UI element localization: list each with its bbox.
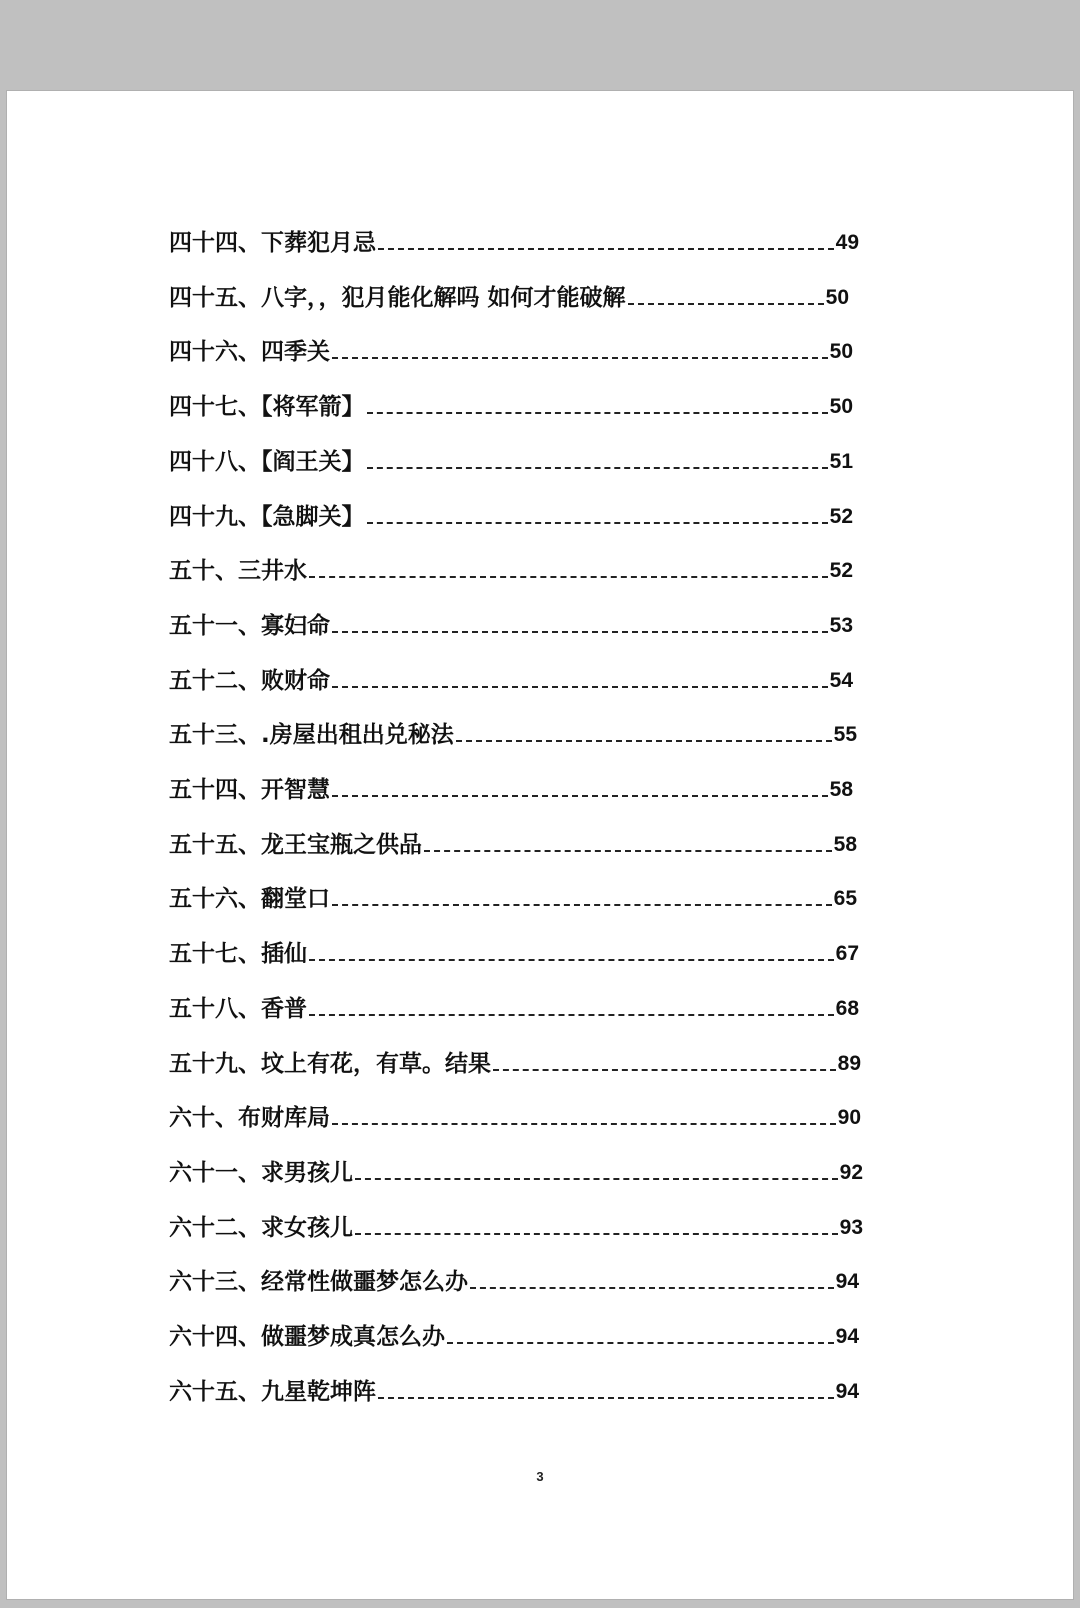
toc-entry-page: 55 xyxy=(833,723,857,747)
toc-entry-title: 五十二、败财命 xyxy=(169,667,330,694)
toc-entry-title: 四十五、八字，，犯月能化解吗 如何才能破解 xyxy=(169,284,626,311)
toc-entry xyxy=(169,1264,859,1300)
toc-entry-title: 五十三、.房屋出租出兑秘法 xyxy=(169,722,454,749)
toc-dot-leader xyxy=(332,1123,836,1125)
toc-entry xyxy=(169,499,853,535)
toc-dot-leader xyxy=(309,1014,834,1016)
toc-entry xyxy=(169,663,853,699)
toc-dot-leader xyxy=(355,1178,838,1180)
toc-entry-title: 五十八、香普 xyxy=(169,995,307,1022)
toc-entry-page: 67 xyxy=(835,942,859,966)
toc-entry-title: 五十六、翻堂口 xyxy=(169,886,330,913)
toc-entry xyxy=(169,1155,863,1191)
toc-entry-page: 92 xyxy=(839,1160,863,1184)
toc-entry xyxy=(169,553,853,589)
toc-entry xyxy=(169,827,857,863)
toc-dot-leader xyxy=(378,1397,834,1399)
toc-entry xyxy=(169,608,853,644)
toc-dot-leader xyxy=(332,631,828,633)
toc-entry-title: 六十五、九星乾坤阵 xyxy=(169,1378,376,1405)
toc-entry-page: 89 xyxy=(837,1051,861,1075)
toc-dot-leader xyxy=(332,686,828,688)
toc-entry-title: 四十九、【急脚关】 xyxy=(169,503,365,530)
toc-dot-leader xyxy=(367,522,828,524)
toc-dot-leader xyxy=(309,959,834,961)
toc-entry-page: 50 xyxy=(825,285,849,309)
toc-entry-title: 五十五、龙王宝瓶之供品 xyxy=(169,831,422,858)
toc-entry-page: 51 xyxy=(829,449,853,473)
toc-entry-title: 五十七、插仙 xyxy=(169,941,307,968)
toc-entry-title: 六十三、经常性做噩梦怎么办 xyxy=(169,1269,468,1296)
toc-entry xyxy=(169,717,857,753)
toc-entry xyxy=(169,280,849,316)
toc-entry-page: 90 xyxy=(837,1106,861,1130)
toc-entry-page: 52 xyxy=(829,559,853,583)
toc-entry-page: 93 xyxy=(839,1215,863,1239)
toc-entry xyxy=(169,444,853,480)
toc-entry-title: 四十四、下葬犯月忌 xyxy=(169,230,376,256)
toc-entry-title: 五十四、开智慧 xyxy=(169,777,330,803)
toc-dot-leader xyxy=(424,850,832,852)
toc-entry xyxy=(169,991,859,1027)
toc-dot-leader xyxy=(332,904,832,906)
toc-entry xyxy=(169,389,853,425)
toc-entry-page: 53 xyxy=(829,613,853,637)
toc-entry xyxy=(169,334,853,370)
toc-entry xyxy=(169,772,853,808)
toc-dot-leader xyxy=(456,740,832,742)
toc-entry-title: 六十一、求男孩儿 xyxy=(169,1159,353,1186)
toc-dot-leader xyxy=(470,1287,834,1289)
toc-entry xyxy=(169,1374,859,1410)
toc-dot-leader xyxy=(355,1233,838,1235)
toc-dot-leader xyxy=(628,303,824,305)
toc-entry-page: 54 xyxy=(829,668,853,692)
toc-entry-title: 五十、三井水 xyxy=(169,558,307,585)
toc-entry-page: 94 xyxy=(835,1325,859,1348)
toc-dot-leader xyxy=(332,357,828,359)
toc-dot-leader xyxy=(447,1342,834,1344)
toc-entry-title: 五十九、坟上有花，有草。结果 xyxy=(169,1050,491,1077)
toc-entry-title: 六十四、做噩梦成真怎么办 xyxy=(169,1324,445,1350)
toc-entry-title: 六十二、求女孩儿 xyxy=(169,1214,353,1241)
toc-entry-title: 四十六、四季关 xyxy=(169,339,330,366)
toc-entry-page: 68 xyxy=(835,996,859,1020)
toc-entry xyxy=(169,881,857,917)
toc-entry xyxy=(169,1319,859,1355)
toc-dot-leader xyxy=(332,795,828,797)
toc-dot-leader xyxy=(493,1069,836,1071)
toc-entry-page: 94 xyxy=(835,1379,859,1403)
toc-entry-title: 四十八、【阎王关】 xyxy=(169,448,365,475)
toc-entry-page: 52 xyxy=(829,504,853,528)
toc-entry-page: 94 xyxy=(835,1270,859,1294)
toc-entry-page: 65 xyxy=(833,887,857,911)
toc-entry xyxy=(169,225,859,261)
toc-dot-leader xyxy=(367,412,828,414)
page-number: 3 xyxy=(536,1469,544,1484)
toc-entry-page: 50 xyxy=(829,340,853,364)
toc-entry-page: 58 xyxy=(829,778,853,801)
toc-dot-leader xyxy=(378,248,834,250)
toc-entry-page: 49 xyxy=(835,231,859,254)
toc-entry-title: 四十七、【将军箭】 xyxy=(169,394,365,421)
toc-dot-leader xyxy=(367,467,828,469)
document-page xyxy=(6,90,1074,1600)
toc-entry xyxy=(169,1100,861,1136)
toc-entry xyxy=(169,1046,861,1082)
toc-entry xyxy=(169,1210,863,1246)
toc-entry-page: 58 xyxy=(833,832,857,856)
toc-entry-title: 五十一、寡妇命 xyxy=(169,612,330,639)
toc-entry xyxy=(169,936,859,972)
toc-dot-leader xyxy=(309,576,828,578)
toc-entry-title: 六十、布财库局 xyxy=(169,1105,330,1132)
toc-entry-page: 50 xyxy=(829,395,853,419)
